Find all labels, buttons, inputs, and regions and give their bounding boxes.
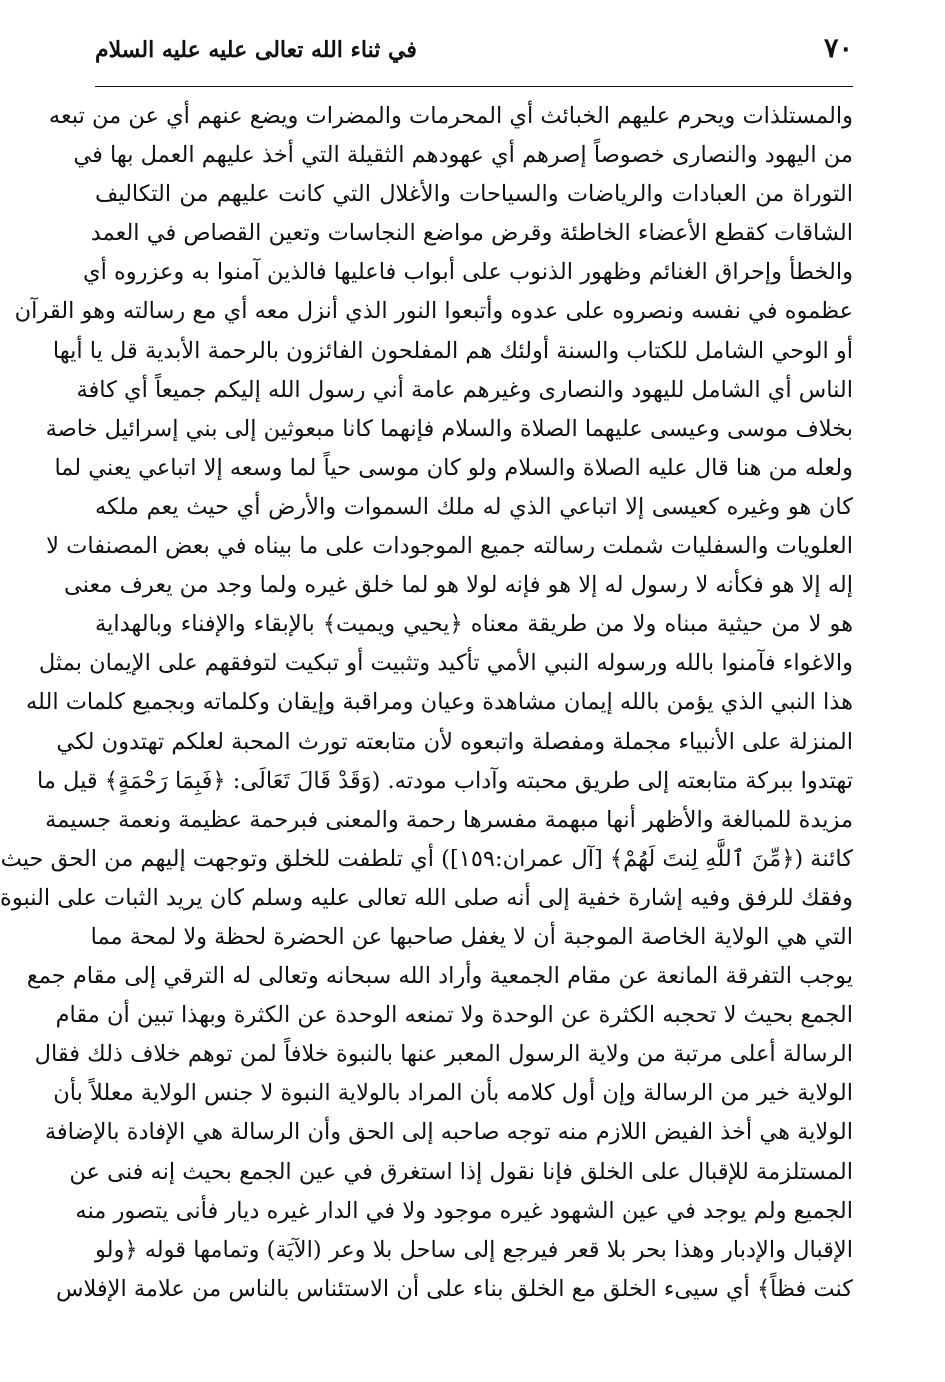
text-line: كنت فظاً﴾ أي سيىء الخلق مع الخلق بناء على أن الاستئناس بالناس من علامة الإفلاس xyxy=(55,1275,853,1302)
body-text xyxy=(0,97,853,1309)
text-line: المنزلة على الأنبياء مجملة ومفصلة واتبعوه لأن متابعته تورث المحبة لعلكم تهتدون لكي xyxy=(56,728,853,755)
text-line: يوجب التفرقة المانعة عن مقام الجمعية وأراد الله سبحانه وتعالى له الترقي إلى مقام جمع xyxy=(26,963,853,990)
text-line: والمستلذات ويحرم عليهم الخبائث أي المحرمات والمضرات ويضع عنهم أي عن من تبعه xyxy=(48,103,853,129)
header-divider xyxy=(95,86,853,87)
text-line: هو لا من حيثية مبناه ولا من طريقة معناه ﴿يحيي ويميت﴾ بالإبقاء والإفناء وبالهداية xyxy=(95,611,853,638)
text-line: من اليهود والنصارى خصوصاً إصرهم أي عهودهم الثقيلة التي أخذ عليهم العمل بها في xyxy=(73,142,853,169)
text-line: هذا النبي الذي يؤمن بالله إيمان مشاهدة وعيان ومراقبة وإيقان وكلماته وبجميع كلمات الله xyxy=(25,689,853,716)
text-line: عظموه في نفسه ونصروه على عدوه وأتبعوا النور الذي أنزل معه أي مع رسالته وهو القرآن xyxy=(14,298,853,325)
text-line: والاغواء فآمنوا بالله ورسوله النبي الأمي تأكيد وتثبيت أو تبكيت لتوفقهم على الإيمان بمثل xyxy=(38,650,853,677)
text-line: مزيدة للمبالغة والأظهر أنها مبهمة مفسرها رحمة والمعنى فبرحمة عظيمة ونعمة جسيمة xyxy=(45,806,853,833)
text-line: العلويات والسفليات شملت رسالته جميع الموجودات على ما بيناه في بعض المصنفات لا xyxy=(46,533,853,560)
text-line: كائنة (﴿مِّنَ ٱللَّهِ لِنتَ لَهُمْ﴾ [آل عمران:١٥٩]) أي تلطفت للخلق وتوجهت إليهم من الحق حيث xyxy=(0,845,853,872)
text-line: الولاية هي أخذ الفيض اللازم منه توجه صاحبه إلى الحق وأن الرسالة هي الإفادة بالإضافة xyxy=(44,1119,853,1146)
text-line: كان هو وغيره كعيسى إلا اتباعي الذي له ملك السموات والأرض أي حيث يعم ملكه xyxy=(95,493,853,520)
text-line: والخطأ وإحراق الغنائم وظهور الذنوب على أبواب فاعليها فالذين آمنوا به وعزروه أي xyxy=(83,259,853,286)
text-line: أو الوحي الشامل للكتاب والسنة أولئك هم المفلحون الفائزون بالرحمة الأبدية قل يا أيها xyxy=(52,337,853,364)
text-line: ولعله من هنا قال عليه الصلاة والسلام ولو كان موسى حياً لما وسعه إلا اتباعي يعني لما xyxy=(54,454,853,481)
text-line: وفقك للرفق وفيه إشارة خفية إلى أنه صلى الله تعالى عليه وسلم كان يريد الثبات على النبوة xyxy=(0,884,853,911)
text-line: الولاية خير من الرسالة وإن أول كلامه بأن المراد بالولاية النبوة لا جنس الولاية معللاً بأن xyxy=(53,1080,853,1107)
text-line: المستلزمة للإقبال على الخلق فإنا نقول إذا استغرق في عين الجمع بحيث إنه فنى عن xyxy=(69,1158,853,1185)
text-line: الناس أي الشامل لليهود والنصارى وغيرهم عامة أني رسول الله إليكم جميعاً أي كافة xyxy=(76,376,853,403)
text-line: التي هي الولاية الخاصة الموجبة أن لا يغفل صاحبها عن الحضرة لحظة ولا لمحة مما xyxy=(90,923,853,950)
text-line: الشاقات كقطع الأعضاء الخاطئة وقرض مواضع النجاسات وتعين القصاص في العمد xyxy=(90,220,853,247)
text-line: بخلاف موسى وعيسى عليهما الصلاة والسلام فإنهما كانا مبعوثين إلى بني إسرائيل خاصة xyxy=(45,415,853,442)
text-line: إله إلا هو فكأنه لا رسول له إلا هو فإنه لولا هو لما خلق غيره ولما وجد من يعرف معنى xyxy=(64,572,853,599)
page-header xyxy=(95,30,853,72)
text-line: الجمع بحيث لا تحجبه الكثرة عن الوحدة ولا تمنعه الوحدة عن الكثرة وبهذا تبين أن مقام xyxy=(55,1002,853,1029)
text-line: الجميع ولم يوجد في عين الشهود غيره موجود ولا في الدار غيره ديار فأنى يتصور منه xyxy=(75,1197,853,1224)
text-line: الإقبال والإدبار وهذا بحر بلا قعر فيرجع إلى ساحل بلا وعر (الآيَة) وتمامها قوله ﴿ولو xyxy=(95,1236,853,1263)
running-title: في ثناء الله تعالى عليه عليه السلام xyxy=(95,37,417,63)
text-line: تهتدوا ببركة متابعته إلى طريق محبته وآداب مودته. (وَقَدْ قَالَ تَعَالَى: ﴿فَبِمَا رَحْمَةٍ﴾ قيل ما xyxy=(37,767,853,794)
text-line: الرسالة أعلى مرتبة من ولاية الرسول المعبر عنها بالنبوة خلافاً لمن توهم خلاف ذلك فقال xyxy=(34,1041,853,1068)
text-line: التوراة من العبادات والرياضات والسياحات والأغلال التي كانت عليهم من التكاليف xyxy=(95,181,853,208)
page-number: ٧٠ xyxy=(823,33,853,64)
